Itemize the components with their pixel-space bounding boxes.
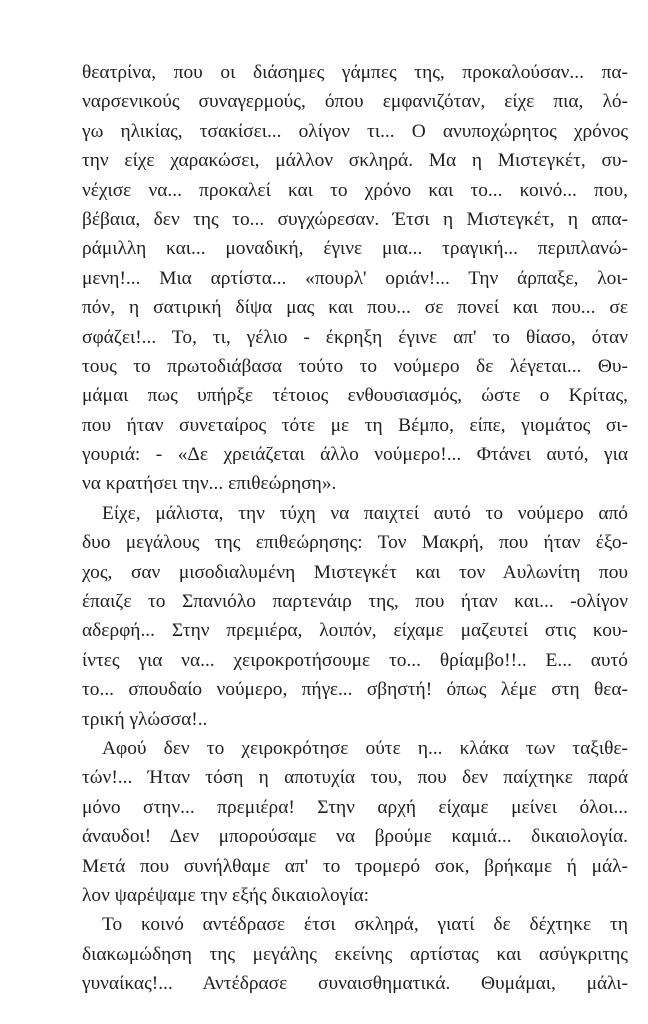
text-line: νέχισε να... προκαλεί και το χρόνο και το... κοινό... που, — [82, 179, 628, 201]
text-line: άναυδοι! Δεν μπορούσαμε να βρούμε καμιά... δικαιολογία. — [82, 826, 628, 848]
text-line: Μετά που συνήλθαμε απ' το τρομερό σοκ, βρήκαμε ή μάλ- — [82, 855, 628, 877]
paragraph-1 — [82, 58, 628, 499]
text-line: μόνο στην... πρεμιέρα! Στην αρχή είχαμε μείνει όλοι... — [82, 796, 628, 818]
text-line: τους το πρωτοδιάβασα τούτο το νούμερο δε λέγεται... Θυ- — [82, 355, 628, 377]
text-line: βέβαια, δεν της το... συγχώρεσαν. Έτσι η Μιστεγκέτ, η απα- — [82, 208, 628, 230]
text-line: που ήταν συνεταίρος τότε με τη Βέμπο, είπε, γιομάτος σι- — [82, 414, 628, 436]
paragraph-4 — [82, 910, 628, 998]
text-line: διακωμώδηση της μεγάλης εκείνης αρτίστας και ασύγκριτης — [82, 943, 628, 965]
text-line: γυναίκας!... Αντέδρασε συναισθηματικά. Θυμάμαι, μάλι- — [82, 973, 628, 995]
text-line: γουριά: - «Δε χρειάζεται άλλο νούμερο!... Φτάνει αυτό, για — [82, 444, 628, 466]
text-line: θεατρίνα, που οι διάσημες γάμπες της, προκαλούσαν... πα- — [82, 62, 628, 83]
text-line: σφάζει!... Το, τι, γέλιο - έκρηξη έγινε απ' το θίασο, όταν — [82, 326, 628, 348]
text-line: ράμιλλη και... μοναδική, έγινε μια... τραγική... περιπλανώ- — [82, 238, 628, 260]
text-line: αδερφή... Στην πρεμιέρα, λοιπόν, είχαμε μαζευτεί στις κου- — [82, 620, 628, 642]
text-line: λον ψαρέψαμε την εξής δικαιολογία: — [82, 884, 369, 906]
text-line: δυο μεγάλους της επιθεώρησης: Τον Μακρή, που ήταν έξο- — [82, 532, 628, 554]
text-line: μενη!... Μια αρτίστα... «πουρλ' οριάν!... Την άρπαξε, λοι- — [82, 267, 628, 289]
text-line: ναρσενικούς συναγερμούς, όπου εμφανιζόταν, είχε πια, λό- — [82, 91, 628, 113]
text-line: έπαιζε το Σπανιόλο παρτενάιρ της, που ήταν και... -ολίγον — [82, 591, 628, 613]
text-line: ίντες για να... χειροκροτήσουμε το... θρίαμβο!!.. Ε... αυτό — [82, 649, 628, 671]
text-line: Αφού δεν το χειροκρότησε ούτε η... κλάκα των ταξιθε- — [102, 737, 628, 759]
text-line: τών!... Ήταν τόση η αποτυχία του, που δεν παίχτηκε παρά — [82, 767, 628, 789]
text-line: τρική γλώσσα!.. — [82, 708, 208, 730]
text-line: την είχε χαρακώσει, μάλλον σκληρά. Μα η Μιστεγκέτ, συ- — [82, 150, 628, 172]
text-line: Το κοινό αντέδρασε έτσι σκληρά, γιατί δε δέχτηκε τη — [102, 914, 628, 936]
text-line: Είχε, μάλιστα, την τύχη να παιχτεί αυτό το νούμερο από — [102, 502, 628, 524]
book-page — [82, 58, 628, 999]
text-line: γω ηλικίας, τσακίσει... ολίγον τι... Ο ανυποχώρητος χρόνος — [82, 120, 628, 142]
paragraph-3 — [82, 734, 628, 910]
text-line: να κρατήσει την... επιθεώρηση». — [82, 473, 337, 495]
text-line: μάμαι πως υπήρξε τέτοιος ενθουσιασμός, ώστε ο Κρίτας, — [82, 385, 628, 407]
paragraph-2 — [82, 499, 628, 734]
text-line: το... σπουδαίο νούμερο, πήγε... σβηστή! όπως λέμε στη θεα- — [82, 679, 628, 701]
text-line: πόν, η σατιρική δίψα μας και που... σε πονεί και που... σε — [82, 297, 628, 319]
text-line: χος, σαν μισοδιαλυμένη Μιστεγκέτ και τον Αυλωνίτη που — [82, 561, 628, 583]
